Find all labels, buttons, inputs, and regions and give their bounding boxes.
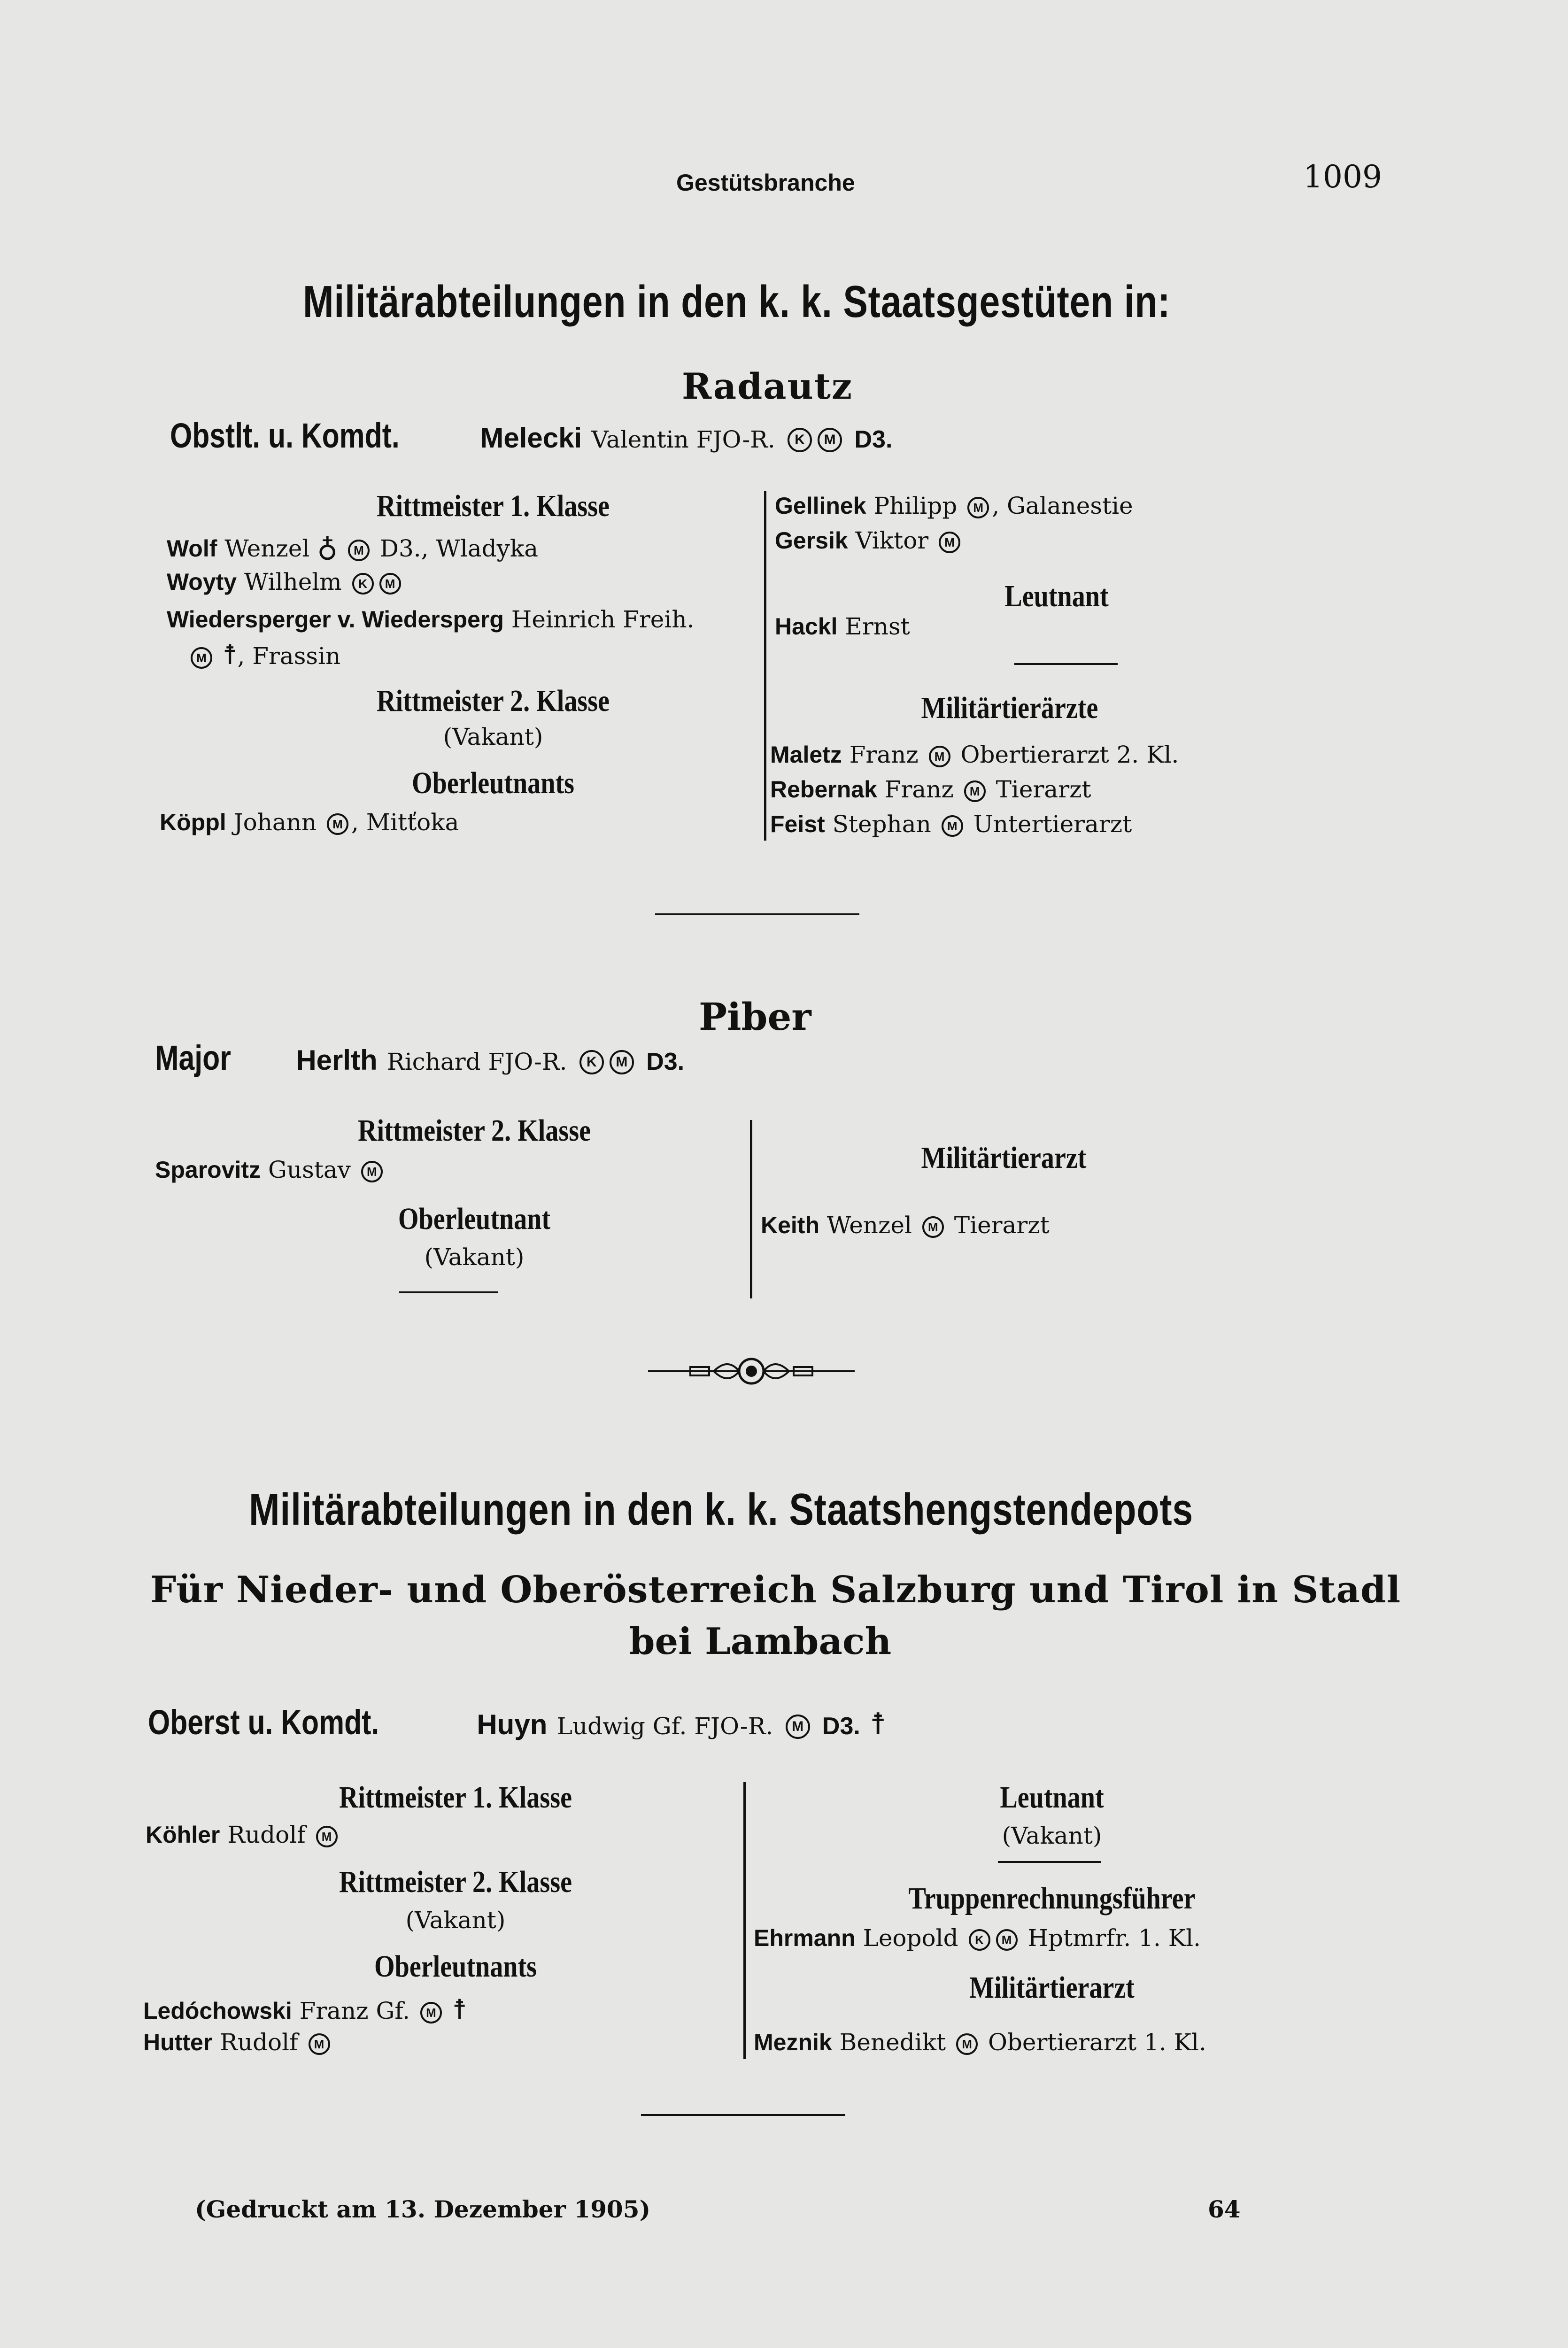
list-item <box>754 2029 1206 2056</box>
command-surname: Melecki <box>480 422 582 454</box>
section1-title: Militärabteilungen in den k. k. Staatsgestüten in: <box>303 277 1171 327</box>
list-item <box>770 741 1179 768</box>
list-item <box>188 639 340 671</box>
detail: Obertierarzt 1. Kl. <box>988 2029 1206 2056</box>
vakant-note: (Vakant) <box>443 723 543 750</box>
cross-icon: ☨ <box>452 1993 467 2025</box>
list-item <box>775 527 963 554</box>
surname: Ehrmann <box>754 1925 856 1951</box>
command-rank: Obstlt. u. Komdt. <box>170 416 400 455</box>
list-item <box>146 1821 340 1848</box>
rank-rittmeister-1: Rittmeister 1. Klasse <box>377 489 610 523</box>
list-item <box>155 1156 386 1183</box>
command-name: Valentin FJO-R. <box>591 426 775 453</box>
list-item <box>761 1212 1050 1239</box>
m-order-icon: M <box>420 2002 442 2024</box>
detail: Tierarzt <box>954 1212 1050 1239</box>
detail: Hptmrfr. 1. Kl. <box>1027 1924 1201 1952</box>
surname: Meznik <box>754 2029 832 2055</box>
given-name: Franz <box>884 776 954 803</box>
surname: Wolf <box>167 535 217 562</box>
short-rule <box>998 1861 1101 1863</box>
m-order-icon: M <box>361 1161 383 1182</box>
column-divider <box>743 1782 746 2059</box>
rank-leutnant: Leutnant <box>1000 1780 1104 1815</box>
surname: Köhler <box>146 1822 220 1848</box>
section-rule <box>641 2114 845 2116</box>
piber-command-line <box>155 1038 684 1078</box>
section2-subtitle-2: bei Lambach <box>629 1620 892 1663</box>
command-rank: Oberst u. Komdt. <box>148 1703 379 1742</box>
m-order-icon: M <box>929 746 950 767</box>
cross-icon: ☨ <box>222 639 238 671</box>
list-item <box>754 1924 1201 1952</box>
command-surname: Huyn <box>477 1709 548 1740</box>
k-order-icon: K <box>788 428 812 452</box>
command-decoration: D3. <box>646 1048 685 1075</box>
given-name: Wenzel <box>826 1212 912 1239</box>
given-name: Johann <box>233 809 317 836</box>
rank-truppenrechnungsfuehrer: Truppenrechnungsführer <box>908 1881 1196 1915</box>
rank-rittmeister-2: Rittmeister 2. Klasse <box>339 1865 572 1899</box>
m-order-icon: M <box>379 573 401 595</box>
detail: Obertierarzt 2. Kl. <box>960 741 1179 768</box>
m-order-icon: M <box>967 497 989 518</box>
detail: , Frassin <box>237 642 341 670</box>
m-order-icon: M <box>818 428 842 452</box>
k-order-icon: K <box>579 1050 604 1074</box>
surname: Hutter <box>143 2029 213 2055</box>
rank-oberleutnant: Oberleutnant <box>398 1202 551 1236</box>
m-order-icon: M <box>191 647 212 669</box>
surname: Gellinek <box>775 493 866 519</box>
radautz-heading: Radautz <box>682 365 853 407</box>
command-decoration: D3. <box>822 1713 860 1740</box>
given-name: Benedikt <box>839 2029 946 2056</box>
piber-heading: Piber <box>699 995 811 1039</box>
command-decoration: D3. <box>854 426 893 453</box>
m-order-icon: M <box>942 815 963 837</box>
detail: , Galanestie <box>992 492 1133 519</box>
surname: Ledóchowski <box>143 1998 292 2024</box>
m-order-icon: M <box>348 540 370 561</box>
surname: Maletz <box>770 741 842 768</box>
detail: Tierarzt <box>996 776 1091 803</box>
m-order-icon: M <box>309 2033 330 2055</box>
column-divider <box>750 1120 752 1298</box>
given-name: Philipp <box>873 492 958 519</box>
list-item <box>770 811 1132 838</box>
list-item <box>775 613 910 640</box>
running-title: Gestütsbranche <box>676 170 855 196</box>
given-name: Rudolf <box>220 2029 298 2056</box>
list-item <box>167 568 404 595</box>
surname: Sparovitz <box>155 1157 261 1183</box>
surname: Rebernak <box>770 776 877 803</box>
m-order-icon: M <box>922 1216 944 1238</box>
printed-date: (Gedruckt am 13. Dezember 1905) <box>195 2195 651 2223</box>
command-name: Richard FJO-R. <box>387 1048 567 1075</box>
m-order-icon: M <box>327 813 348 835</box>
cross-icon: ☨ <box>870 1707 887 1742</box>
list-item <box>167 606 694 633</box>
given-name: Rudolf <box>227 1821 306 1848</box>
signature-mark: 64 <box>1208 2195 1241 2223</box>
list-item <box>160 809 459 836</box>
detail: Untertierarzt <box>973 811 1132 838</box>
rank-rittmeister-2: Rittmeister 2. Klasse <box>358 1113 591 1148</box>
m-order-icon: M <box>964 780 986 802</box>
detail: D3., Wladyka <box>379 535 539 562</box>
rank-rittmeister-1: Rittmeister 1. Klasse <box>339 1780 572 1815</box>
command-surname: Herlth <box>296 1044 378 1076</box>
radautz-command-line <box>170 416 892 456</box>
surname: Feist <box>770 811 825 837</box>
vakant-note: (Vakant) <box>405 1907 506 1934</box>
given-name: Franz Gf. <box>299 1997 410 2024</box>
given-name: Gustav <box>268 1156 351 1183</box>
surname: Hackl <box>775 613 838 640</box>
surname: Gersik <box>775 527 848 554</box>
list-item <box>143 1993 467 2025</box>
given-name: Viktor <box>855 527 929 554</box>
m-order-icon: M <box>610 1050 634 1074</box>
command-name: Ludwig Gf. FJO-R. <box>556 1713 773 1740</box>
list-item <box>143 2029 333 2056</box>
m-order-icon: M <box>996 1929 1018 1951</box>
given-name: Stephan <box>832 811 931 838</box>
given-name: Franz <box>849 741 919 768</box>
list-item <box>167 531 538 564</box>
k-order-icon: K <box>969 1929 990 1951</box>
surname: Wiedersperger v. Wiedersperg <box>167 606 504 633</box>
command-rank: Major <box>155 1038 231 1077</box>
section-rule <box>655 913 859 915</box>
list-item <box>770 776 1091 803</box>
m-order-icon: M <box>939 532 960 553</box>
rank-oberleutnants: Oberleutnants <box>374 1949 537 1984</box>
given-name: Ernst <box>845 613 910 640</box>
column-divider <box>764 491 766 841</box>
surname: Woyty <box>167 569 237 595</box>
m-order-icon: M <box>956 2033 978 2055</box>
rank-militaertieraerzte: Militärtierärzte <box>921 691 1098 725</box>
rank-oberleutnants: Oberleutnants <box>412 766 574 800</box>
section2-subtitle-1: Für Nieder- und Oberösterreich Salzburg und Tirol in Stadl <box>150 1568 1401 1611</box>
detail: , Mitťoka <box>351 809 459 836</box>
ornament-divider <box>648 1352 855 1390</box>
section2-title: Militärabteilungen in den k. k. Staatshengstendepots <box>249 1484 1193 1535</box>
page-number: 1009 <box>1303 159 1382 195</box>
k-order-icon: K <box>352 573 374 595</box>
m-order-icon: M <box>786 1715 810 1739</box>
given-name: Wenzel <box>224 535 310 562</box>
given-name: Wilhelm <box>244 568 342 595</box>
m-order-icon: M <box>316 1826 338 1847</box>
given-name: Heinrich Freih. <box>511 606 695 633</box>
vakant-note: (Vakant) <box>424 1244 525 1271</box>
surname: Keith <box>761 1212 819 1238</box>
short-rule <box>399 1291 498 1293</box>
vakant-note: (Vakant) <box>1002 1822 1102 1849</box>
rank-leutnant: Leutnant <box>1004 579 1109 613</box>
short-rule <box>1014 663 1118 665</box>
order-icon: ♁ <box>317 531 338 564</box>
list-item <box>775 492 1133 519</box>
given-name: Leopold <box>863 1924 958 1952</box>
surname: Köppl <box>160 809 226 835</box>
stadl-command-line <box>148 1702 886 1742</box>
rank-rittmeister-2: Rittmeister 2. Klasse <box>377 684 610 718</box>
rank-militaertierarzt: Militärtierarzt <box>969 1970 1135 2005</box>
rank-militaertierarzt: Militärtierarzt <box>921 1141 1087 1175</box>
